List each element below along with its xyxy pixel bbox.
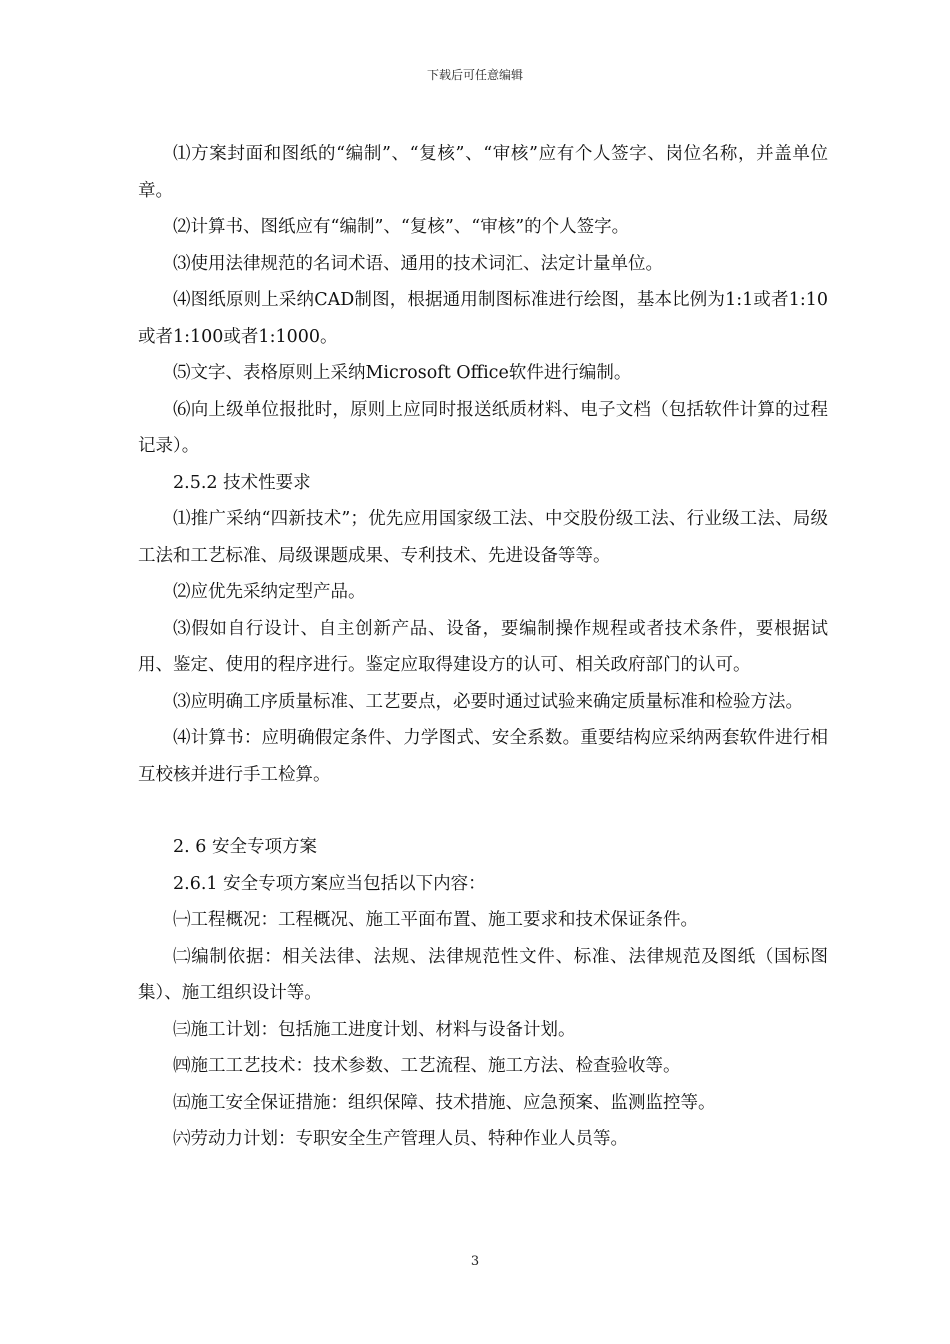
paragraph: ⑶应明确工序质量标准、工艺要点，必要时通过试验来确定质量标准和检验方法。 xyxy=(173,691,803,712)
paragraph: ⑴推广采纳“四新技术”；优先应用国家级工法、中交股份级工法、行业级工法、局级工法和工艺标准、局级课题成果、专利技术、先进设备等等。 xyxy=(138,509,828,566)
paragraph: ㈢施工计划：包括施工进度计划、材料与设备计划。 xyxy=(173,1019,576,1040)
paragraph: ㈤施工安全保证措施：组织保障、技术措施、应急预案、监测监控等。 xyxy=(173,1092,716,1113)
document-body xyxy=(138,136,828,1158)
blank-line xyxy=(138,793,828,829)
paragraph: ⑷计算书：应明确假定条件、力学图式、安全系数。重要结构应采纳两套软件进行相互校核并进行手工检算。 xyxy=(138,728,828,785)
paragraph: ⑵应优先采纳定型产品。 xyxy=(173,582,366,602)
paragraph: ⑴方案封面和图纸的“编制”、“复核”、“审核”应有个人签字、岗位名称，并盖单位章。 xyxy=(138,144,828,201)
paragraph: ⑶使用法律规范的名词术语、通用的技术词汇、法定计量单位。 xyxy=(173,253,663,274)
paragraph: ⑷图纸原则上采纳CAD制图，根据通用制图标准进行绘图，基本比例为1:1或者1:10或者1:100或者1:1000。 xyxy=(138,290,828,347)
paragraph: ⑶假如自行设计、自主创新产品、设备，要编制操作规程或者技术条件，要根据试用、鉴定、使用的程序进行。鉴定应取得建设方的认可、相关政府部门的认可。 xyxy=(138,618,828,675)
section-heading: 2. 6 安全专项方案 xyxy=(173,837,317,857)
paragraph: ㈠工程概况：工程概况、施工平面布置、施工要求和技术保证条件。 xyxy=(173,910,698,930)
paragraph: ㈣施工工艺技术：技术参数、工艺流程、施工方法、检查验收等。 xyxy=(173,1056,681,1076)
page-number: 3 xyxy=(470,1254,480,1269)
page-header: 下载后可任意编辑 xyxy=(426,68,523,82)
paragraph: ㈥劳动力计划：专职安全生产管理人员、特种作业人员等。 xyxy=(173,1129,628,1149)
section-heading: 2.6.1 安全专项方案应当包括以下内容： xyxy=(173,873,486,894)
paragraph: ㈡编制依据：相关法律、法规、法律规范性文件、标准、法律规范及图纸（国标图集）、施工组织设计等。 xyxy=(138,946,828,1003)
paragraph: ⑹向上级单位报批时，原则上应同时报送纸质材料、电子文档（包括软件计算的过程记录）。 xyxy=(138,399,828,456)
paragraph: ⑸文字、表格原则上采纳Microsoft Office软件进行编制。 xyxy=(173,363,632,383)
paragraph: ⑵计算书、图纸应有“编制”、“复核”、“审核”的个人签字。 xyxy=(173,217,630,237)
section-heading: 2.5.2 技术性要求 xyxy=(173,472,311,493)
